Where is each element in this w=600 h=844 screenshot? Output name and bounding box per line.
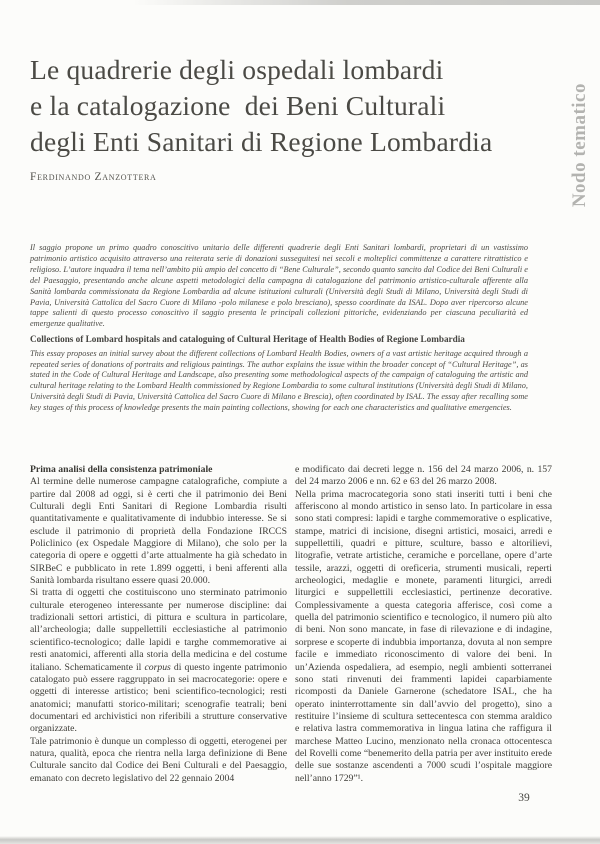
article-title-line-1: Le quadrerie degli ospedali lombardi xyxy=(30,54,444,85)
section-label-vertical: Nodo tematico xyxy=(569,83,590,208)
body-columns xyxy=(30,464,552,785)
text-column-left xyxy=(30,464,287,785)
article-title xyxy=(30,52,535,160)
paragraph: Al termine delle numerose campagne catalografiche, compiute a partire dal 2008 ad oggi, si è certi che il patrimonio dei Beni Culturali degli Enti Sanitari di Regione Lombardia risulti quantitativamente e qualitativamente di indubbio interesse. Se si esclude il patrimonio di proprietà della Fondazione IRCCS Policlinico (ex Ospedale Maggiore di Milano), che solo per la categoria di opere e oggetti d’arte attualmente ha già schedato in SIRBeC e pubblicato in rete 1.899 oggetti, i beni afferenti alla Sanità lombarda risultano essere quasi 20.000. xyxy=(30,476,287,587)
paragraph xyxy=(30,587,287,735)
abstract-english: This essay proposes an initial survey about the different collections of Lombard Health Bodies, owners of a vast artistic heritage acquired through a repeated series of donations of portraits and religious paintings. The author explains the issue within the broader concept of “Cultural Heritage”, as stated in the Code of Cultural Heritage and Landscape, also presenting some methodological aspects of the campaign of cataloguing the artistic and cultural heritage relating to the Lombard Health commissioned by Regione Lombardia to some cultural institutions (Università degli Studi di Milano, Università degli Studi di Pavia, Università Cattolica del Sacro Cuore di Milano e Brescia), often coordinated by ISAL. The essay after recalling some key stages of this process of knowledge presents the main painting collections, showing for each one characteristics and qualitative emergencies. xyxy=(30,349,528,412)
abstract-italian: Il saggio propone un primo quadro conoscitivo unitario delle differenti quadrerie degli Enti Sanitari lombardi, proprietari di un vastissimo patrimonio artistico acquisito attraverso una reiterata serie di donazioni susseguitesi nei secoli e molteplici committenze a carattere ritrattistico e religioso. L’autore inquadra il tema nell’ambito più ampio del concetto di “Bene Culturale”, secondo quanto sancito dal Codice dei Beni Culturali e del Paesaggio, presentando anche alcune aspetti metodologici della campagna di catalogazione del patrimonio artistico-culturale afferente alla Sanità lombarda commissionata da Regione Lombardia ad alcune istituzioni culturali (Università degli Studi di Milano, Università degli Studi di Pavia, Università Cattolica del Sacro Cuore di Milano -polo milanese e polo bresciano), spesso coordinate da ISAL. Dopo aver ripercorso alcune tappe salienti di questo processo conoscitivo il saggio presenta le principali collezioni pittoriche, evidenziando per ciascuna peculiarità ed emergenze qualitative. xyxy=(30,243,528,329)
section-heading: Prima analisi della consistenza patrimoniale xyxy=(30,464,213,475)
article-title-line-2: e la catalogazione dei Beni Culturali xyxy=(30,90,446,121)
author-name: Ferdinando Zanzottera xyxy=(30,171,157,183)
paragraph: Nella prima macrocategoria sono stati inseriti tutti i beni che afferiscono al mondo artistico in senso lato. In particolare in essa sono stati compresi: lapidi e targhe commemorative o esplicative, stampe, matrici di incisione, disegni artistici, mosaici, arredi e suppellettili, quadri e pitture, sculture, basso e altorilievi, litografie, vetrate artistiche, ceramiche e porcellane, opere d’arte tessile, arazzi, oggetti di oreficeria, strumenti musicali, reperti archeologici, medaglie e monete, paramenti liturgici, arredi liturgici e suppellettili ecclesiastici, pertinenze decorative. Complessivamente a questa categoria afferisce, così come a quella del patrimonio scientifico e tecnologico, il numero più alto di beni. Non sono mancate, in fase di rilevazione e di indagine, sorprese e scoperte di indubbia importanza, dovuta al non sempre facile e immediato riconoscimento di valore dei beni. In un’Azienda ospedaliera, ad esempio, negli ambienti sotterranei sono stati rinvenuti dei frammenti lapidei caparbiamente ricomposti da Daniele Garnerone (schedatore ISAL, che ha operato ininterrottamente sin dall’avvio del progetto), sino a restituire l’insieme di scultura settecentesca con stemma araldico e relativa lastra commemorativa in lingua latina che raffigura il marchese Matteo Lucino, menzionato nella cronaca ottocentesca del Rovelli come “benemerito della patria per aver instituito erede delle sue sostanze ascendenti a 7000 scudi l’ospitale maggiore nell’anno 1729”¹. xyxy=(295,488,552,784)
scan-edge-bottom xyxy=(0,836,600,844)
paragraph: e modificato dai decreti legge n. 156 del 24 marzo 2006, n. 157 del 24 marzo 2006 e nn. 62 e 63 del 26 marzo 2008. xyxy=(295,464,552,488)
italic-term: corpus xyxy=(144,661,171,673)
scan-edge-top xyxy=(0,0,600,5)
article-title-line-3: degli Enti Sanitari di Regione Lombardia xyxy=(30,126,493,157)
paragraph-text: di questo ingente patrimonio catalogato può essere raggruppato in sei macrocategorie: opere e oggetti di interesse artistico; beni scientifico-tecnologici; resti anatomici; manufatti storico-militari; scenografie teatrali; beni documentari ed archivistici non riferibili a strutture conservative organizzate. xyxy=(30,661,287,735)
abstract-english-heading: Collections of Lombard hospitals and cataloguing of Cultural Heritage of Health Bodies of Regione Lombardia xyxy=(30,334,465,344)
paragraph-text: Si tratta di oggetti che costituiscono uno sterminato patrimonio culturale eterogeneo interessante per numerose discipline: dai tradizionali settori artistici, di pittura e scultura in particolare, all’archeologia; dalle suppellettili ecclesiastiche al patrimonio scientifico-tecnologico; dalle lapidi e targhe commemorative ai resti anatomici, afferenti alla storia della medicina e del costume italiano. Schematicamente il xyxy=(30,587,287,673)
paragraph: Tale patrimonio è dunque un complesso di oggetti, eterogenei per natura, qualità, epoca che rientra nella larga definizione di Bene Culturale sancito dal Codice dei Beni Culturali e del Paesaggio, emanato con decreto legislativo del 22 gennaio 2004 xyxy=(30,735,287,784)
text-column-right xyxy=(295,464,552,785)
page-number: 39 xyxy=(518,792,530,804)
